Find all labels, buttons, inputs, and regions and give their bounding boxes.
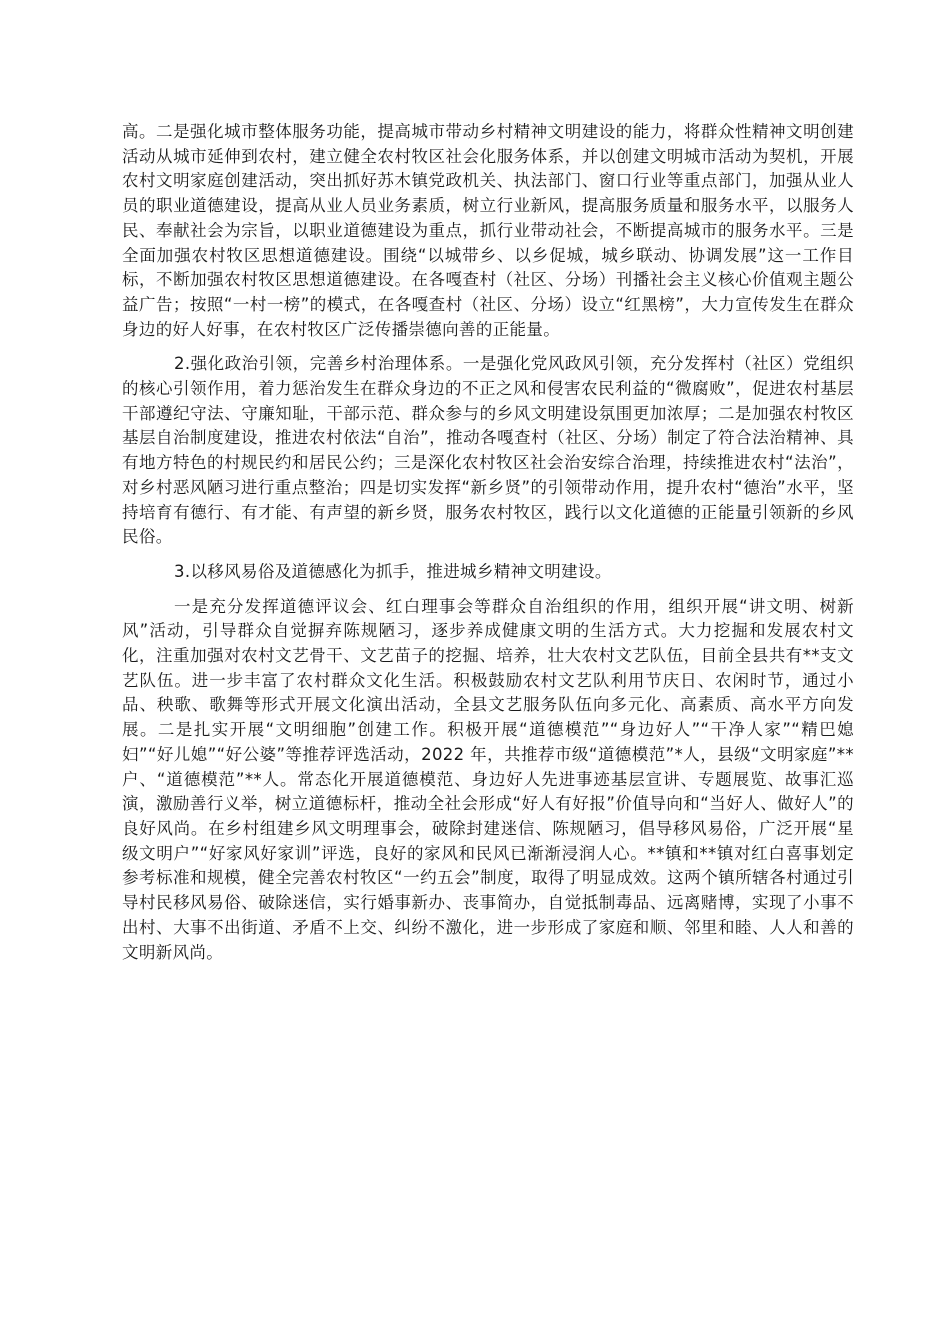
paragraph-1: 高。二是强化城市整体服务功能，提高城市带动乡村精神文明建设的能力，将群众性精神文明创建活动从城市延伸到农村，建立健全农村牧区社会化服务体系，并以创建文明城市活动为契机，开展农村文明家庭创建活动，突出抓好苏木镇党政机关、执法部门、窗口行业等重点部门，加强从业人员的职业道德建设，提高从业人员业务素质，树立行业新风，提高服务质量和服务水平，以服务人民、奉献社会为宗旨，以职业道德建设为重点，抓行业带动社会，不断提高城市的服务水平。三是全面加强农村牧区思想道德建设。围绕“以城带乡、以乡促城，城乡联动、协调发展”这一工作目标，不断加强农村牧区思想道德建设。在各嘎查村（社区、分场）刊播社会主义核心价值观主题公益广告；按照“一村一榜”的模式，在各嘎查村（社区、分场）设立“红黑榜”，大力宣传发生在群众身边的好人好事，在农村牧区广泛传播崇德向善的正能量。 (122, 122, 854, 339)
section-heading-3: 3.以移风易俗及道德感化为抓手，推进城乡精神文明建设。 (174, 561, 612, 581)
paragraph-4: 一是充分发挥道德评议会、红白理事会等群众自治组织的作用，组织开展“讲文明、树新风”活动，引导群众自觉摒弃陈规陋习，逐步养成健康文明的生活方式。大力挖掘和发展农村文化，注重加强对农村文艺骨干、文艺苗子的挖掘、培养，壮大农村文艺队伍，目前全县共有**支文艺队伍。进一步丰富了农村群众文化生活。积极鼓励农村文艺队利用节庆日、农闲时节，通过小品、秧歌、歌舞等形式开展文化演出活动，全县文艺服务队伍向多元化、高素质、高水平方向发展。二是扎实开展“文明细胞”创建工作。积极开展“道德模范”“身边好人”“干净人家”“精巴媳妇”“好儿媳”“好公婆”等推荐评选活动，2022 年，共推荐市级“道德模范”*人，县级“文明家庭”**户、“道德模范”**人。常态化开展道德模范、身边好人先进事迹基层宣讲、专题展览、故事汇巡演，激励善行义举，树立道德标杆，推动全社会形成“好人有好报”价值导向和“当好人、做好人”的良好风尚。在乡村组建乡风文明理事会，破除封建迷信、陈规陋习，倡导移风易俗，广泛开展“星级文明户”“好家风好家训”评选，良好的家风和民风已渐渐浸润人心。**镇和**镇对红白喜事划定参考标准和规模，健全完善农村牧区“一约五会”制度，取得了明显成效。这两个镇所辖各村通过引导村民移风易俗、破除迷信，实行婚事新办、丧事简办，自觉抵制毒品、远离赌博，实现了小事不出村、大事不出街道、矛盾不上交、纠纷不激化，进一步形成了家庭和顺、邻里和睦、人人和善的文明新风尚。 (122, 596, 854, 962)
document-body (122, 120, 854, 975)
paragraph-2: 2.强化政治引领，完善乡村治理体系。一是强化党风政风引领，充分发挥村（社区）党组织的核心引领作用，着力惩治发生在群众身边的不正之风和侵害农民利益的“微腐败”，促进农村基层干部遵纪守法、守廉知耻，干部示范、群众参与的乡风文明建设氛围更加浓厚；二是加强农村牧区基层自治制度建设，推进农村依法“自治”，推动各嘎查村（社区、分场）制定了符合法治精神、具有地方特色的村规民约和居民公约；三是深化农村牧区社会治安综合治理，持续推进农村“法治”，对乡村恶风陋习进行重点整治；四是切实发挥“新乡贤”的引领带动作用，提升农村“德治”水平，坚持培育有德行、有才能、有声望的新乡贤，服务农村牧区，践行以文化道德的正能量引领新的乡风民俗。 (122, 354, 854, 547)
